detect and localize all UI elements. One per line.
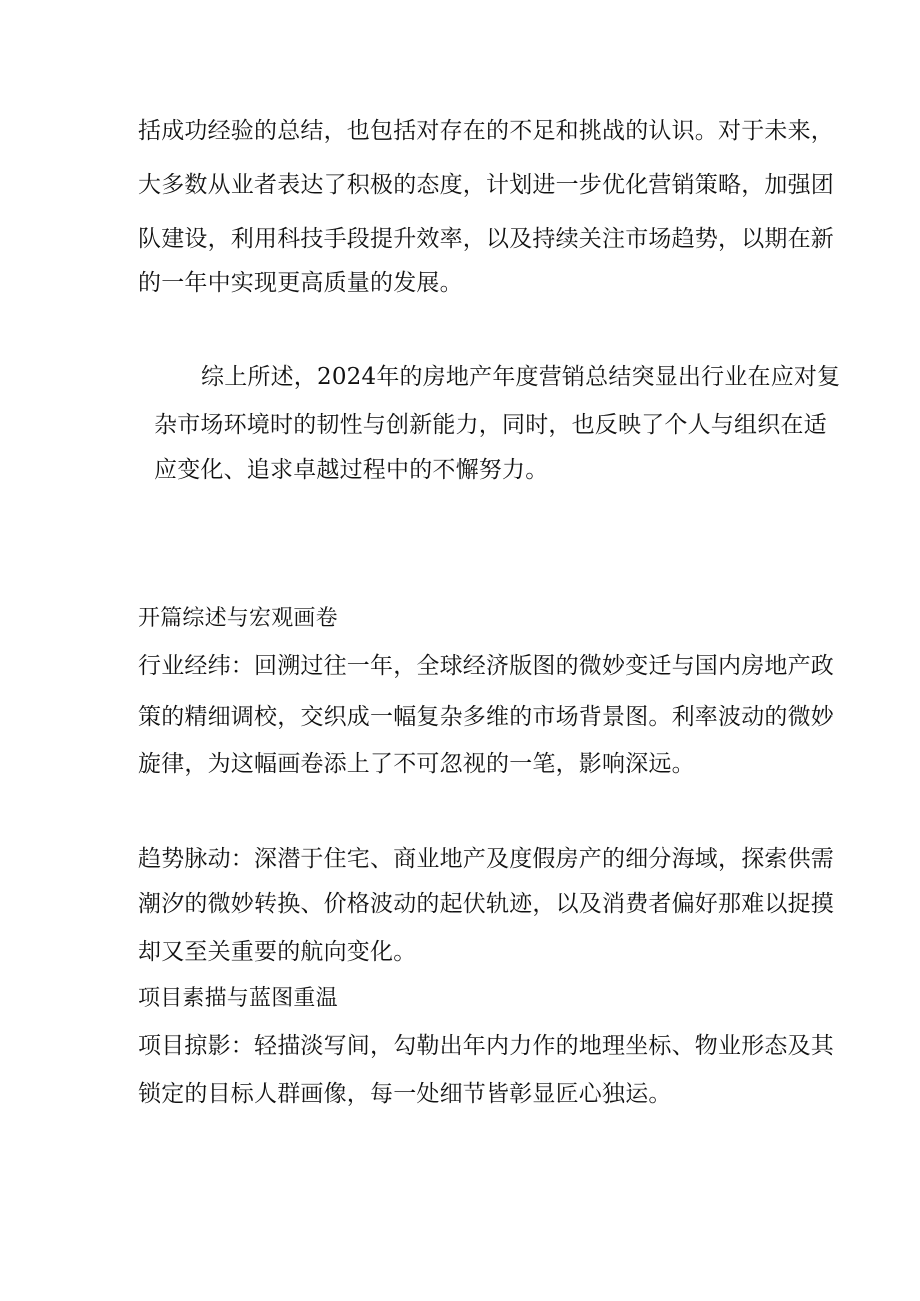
text-line: 应变化、追求卓越过程中的不懈努力。 bbox=[154, 457, 549, 483]
text-line: 策的精细调校，交织成一幅复杂多维的市场背景图。利率波动的微妙 bbox=[138, 704, 834, 730]
text-line: 旋律，为这幅画卷添上了不可忽视的一笔，影响深远。 bbox=[138, 751, 695, 777]
text-line: 的一年中实现更高质量的发展。 bbox=[138, 270, 463, 296]
text-line: 大多数从业者表达了积极的态度，计划进一步优化营销策略，加强团 bbox=[138, 172, 834, 198]
text-line: 潮汐的微妙转换、价格波动的起伏轨迹，以及消费者偏好那难以捉摸 bbox=[138, 891, 834, 917]
text-line: 锁定的目标人群画像，每一处细节皆彰显匠心独运。 bbox=[138, 1081, 672, 1107]
text-line: 综上所述，2024年的房地产年度营销总结突显出行业在应对复 bbox=[201, 364, 841, 390]
text-line: 项目掠影：轻描淡写间，勾勒出年内力作的地理坐标、物业形态及其 bbox=[138, 1033, 834, 1059]
text-line: 队建设，利用科技手段提升效率，以及持续关注市场趋势，以期在新 bbox=[138, 226, 834, 252]
text-line: 行业经纬：回溯过往一年，全球经济版图的微妙变迁与国内房地产政 bbox=[138, 653, 834, 679]
section-heading: 开篇综述与宏观画卷 bbox=[138, 606, 338, 631]
section-heading: 项目素描与蓝图重温 bbox=[138, 986, 338, 1011]
text-line: 杂市场环境时的韧性与创新能力，同时，也反映了个人与组织在适 bbox=[154, 412, 827, 438]
text-line: 趋势脉动：深潜于住宅、商业地产及度假房产的细分海域，探索供需 bbox=[138, 846, 834, 872]
text-line: 括成功经验的总结，也包括对存在的不足和挑战的认识。对于未来， bbox=[138, 118, 834, 144]
text-line: 却又至关重要的航向变化。 bbox=[138, 939, 417, 965]
